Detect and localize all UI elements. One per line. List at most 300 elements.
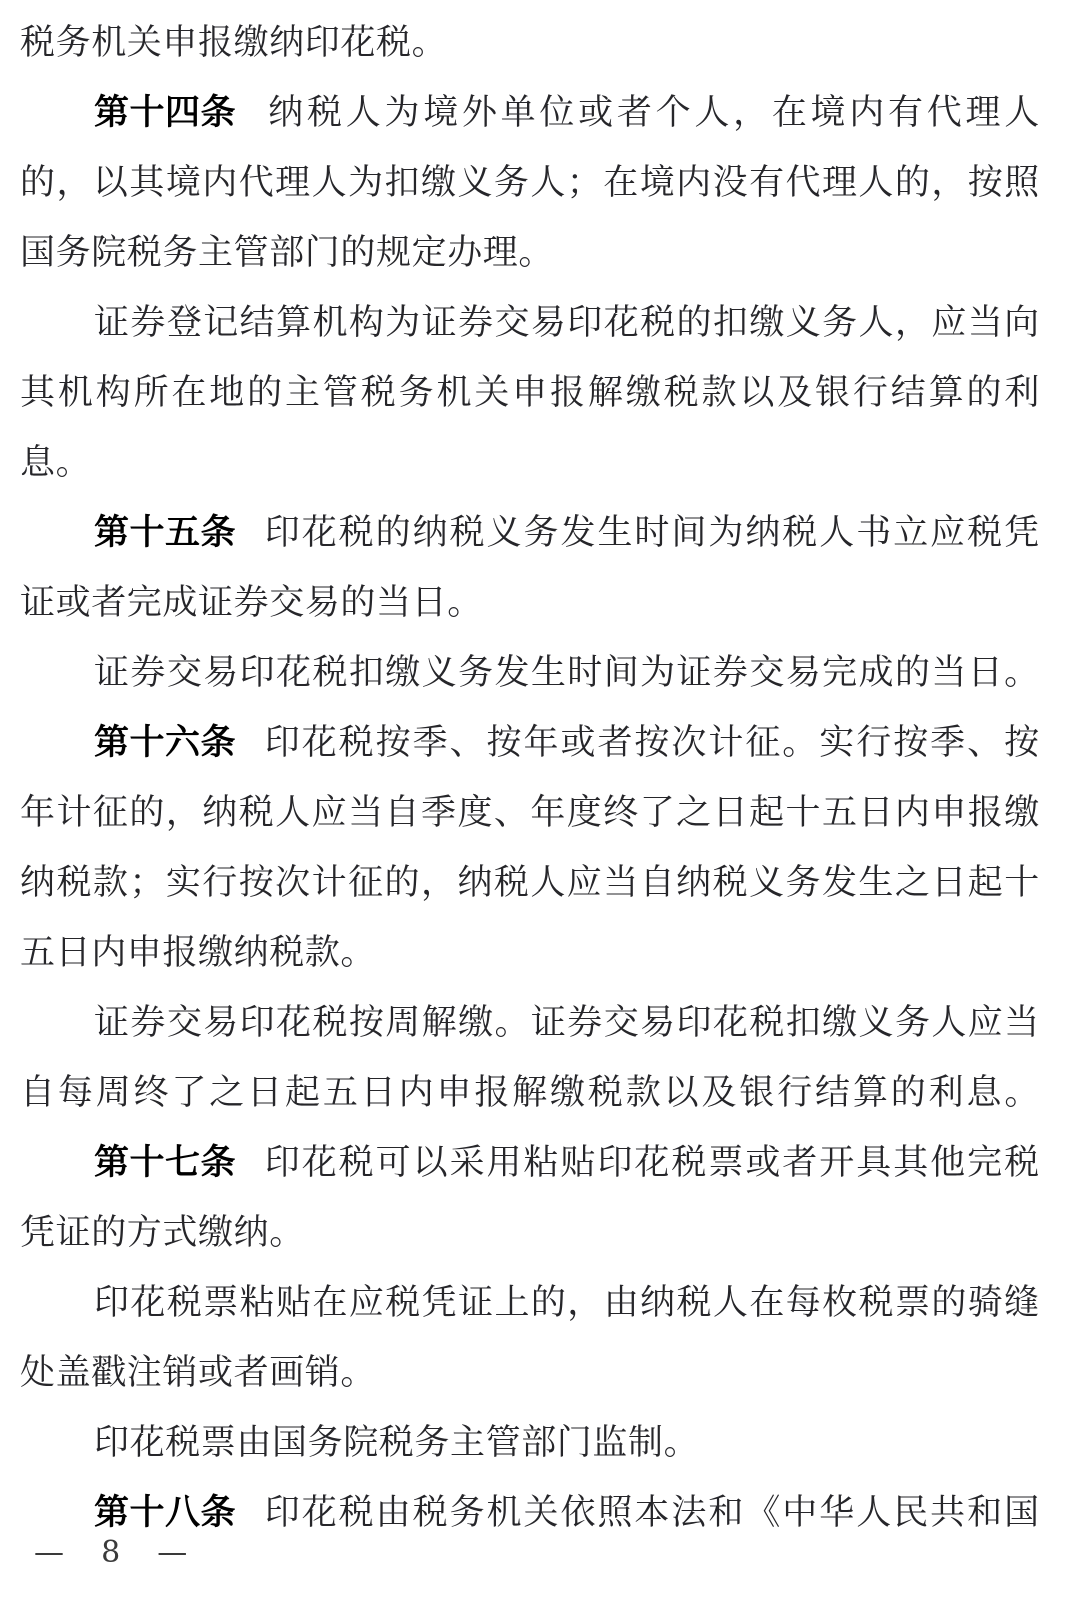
glyph: ； xyxy=(129,863,165,903)
glyph: 缴 xyxy=(385,653,421,693)
glyph: 行 xyxy=(856,723,892,763)
glyph: 之 xyxy=(209,1073,245,1113)
line-text: 证或者完成证券交易的当日。 xyxy=(20,583,483,623)
glyph: 按 xyxy=(348,1003,385,1043)
glyph: 纳 xyxy=(268,93,304,133)
glyph: 证 xyxy=(458,1283,494,1323)
glyph: 证 xyxy=(94,303,130,343)
glyph: 代 xyxy=(926,93,963,133)
glyph: 完 xyxy=(967,1143,1003,1183)
glyph: 其 xyxy=(893,1143,929,1183)
glyph: 税 xyxy=(640,303,676,343)
glyph: ， xyxy=(56,163,93,203)
glyph: 构 xyxy=(348,303,385,343)
glyph: 缝 xyxy=(1004,1283,1040,1323)
glyph: 机 xyxy=(436,373,473,413)
glyph: 关 xyxy=(474,373,510,413)
glyph: 在 xyxy=(749,1283,785,1323)
glyph: 当 xyxy=(1004,1003,1040,1043)
glyph: 了 xyxy=(171,1073,208,1113)
glyph: 向 xyxy=(1004,303,1040,343)
glyph: 个 xyxy=(655,93,692,133)
glyph: 共 xyxy=(930,1493,966,1533)
glyph: 报 xyxy=(967,793,1004,833)
glyph: 行 xyxy=(777,1073,813,1113)
line-text: 息。 xyxy=(20,443,92,483)
glyph: 上 xyxy=(494,1283,531,1323)
glyph: 印 xyxy=(264,723,301,763)
glyph: 券 xyxy=(712,653,749,693)
article-number-spacer xyxy=(237,708,263,778)
glyph: 义 xyxy=(457,163,494,203)
glyph: 人 xyxy=(530,863,566,903)
glyph: 税 xyxy=(449,513,486,553)
page-footer: — 8 — xyxy=(34,1535,194,1570)
glyph: 解 xyxy=(421,1003,458,1043)
text-line xyxy=(20,778,1040,848)
glyph: 日 xyxy=(967,653,1004,693)
glyph: 内 xyxy=(849,93,885,133)
glyph: 税 xyxy=(312,653,349,693)
glyph: 易 xyxy=(785,653,822,693)
glyph: 券 xyxy=(567,1003,603,1043)
glyph: 季 xyxy=(412,723,449,763)
glyph: 证 xyxy=(530,1003,567,1043)
glyph: 贴 xyxy=(560,1143,597,1183)
glyph: 税 xyxy=(360,373,397,413)
glyph: 税 xyxy=(782,513,818,553)
glyph: 的 xyxy=(129,793,165,833)
text-line xyxy=(20,148,1040,218)
glyph: 按 xyxy=(1004,723,1040,763)
glyph: 结 xyxy=(815,1073,851,1113)
glyph: 税 xyxy=(493,863,530,903)
glyph: 法 xyxy=(671,1493,707,1533)
glyph: 境 xyxy=(423,93,459,133)
glyph: 当 xyxy=(967,303,1004,343)
glyph: 税 xyxy=(749,1003,785,1043)
line-text: 处盖戳注销或者画销。 xyxy=(20,1353,377,1393)
glyph: 缴 xyxy=(822,1003,858,1043)
glyph: 贴 xyxy=(276,1283,312,1323)
glyph: 税 xyxy=(663,373,700,413)
glyph: 理 xyxy=(275,163,311,203)
glyph: 生 xyxy=(530,653,567,693)
glyph: 所 xyxy=(133,373,170,413)
glyph: 扣 xyxy=(384,163,421,203)
text-line xyxy=(20,638,1040,708)
glyph: 花 xyxy=(276,653,312,693)
glyph: 者 xyxy=(616,93,653,133)
glyph: 花 xyxy=(130,1283,167,1323)
glyph: 登 xyxy=(166,303,203,343)
glyph: 证 xyxy=(421,303,458,343)
glyph: 、 xyxy=(493,793,530,833)
glyph: 机 xyxy=(486,1493,523,1533)
glyph: 花 xyxy=(712,1003,749,1043)
glyph: 间 xyxy=(603,653,640,693)
glyph: 为 xyxy=(348,163,384,203)
glyph: 实 xyxy=(165,863,202,903)
glyph: 管 xyxy=(322,373,359,413)
glyph: 应 xyxy=(311,793,348,833)
glyph: 按 xyxy=(375,723,412,763)
glyph: 券 xyxy=(130,653,167,693)
glyph: 报 xyxy=(550,373,586,413)
glyph: 应 xyxy=(930,513,966,553)
glyph: 由 xyxy=(603,1283,640,1323)
glyph: 申 xyxy=(436,1073,473,1113)
glyph: 应 xyxy=(348,1283,385,1323)
glyph: 人 xyxy=(712,1283,749,1323)
glyph: 税 xyxy=(307,93,343,133)
glyph: 十 xyxy=(1004,863,1040,903)
glyph: 征 xyxy=(348,863,384,903)
glyph: 境 xyxy=(165,163,202,203)
glyph: 采 xyxy=(449,1143,486,1183)
glyph: 粘 xyxy=(239,1283,276,1323)
glyph: 日 xyxy=(360,1073,397,1113)
glyph: 易 xyxy=(640,1003,676,1043)
glyph: 的 xyxy=(247,373,283,413)
text-line xyxy=(20,1058,1040,1128)
glyph: 和 xyxy=(967,1493,1003,1533)
glyph: ， xyxy=(733,93,769,133)
glyph: 的 xyxy=(20,163,56,203)
glyph: 款 xyxy=(701,373,738,413)
glyph: 。 xyxy=(494,1003,531,1043)
glyph: 发 xyxy=(494,653,531,693)
glyph: 票 xyxy=(894,1283,931,1323)
glyph: 凭 xyxy=(1004,513,1040,553)
glyph: 人 xyxy=(694,93,730,133)
glyph: 国 xyxy=(1004,1493,1040,1533)
glyph: 算 xyxy=(852,1073,889,1113)
glyph: 交 xyxy=(603,1003,640,1043)
glyph: 依 xyxy=(560,1493,597,1533)
glyph: 单 xyxy=(500,93,537,133)
glyph: 及 xyxy=(701,1073,738,1113)
glyph: 券 xyxy=(130,1003,167,1043)
glyph: 、 xyxy=(449,723,486,763)
glyph: 税 xyxy=(587,1073,624,1113)
glyph: 花 xyxy=(301,1493,338,1533)
glyph: 扣 xyxy=(348,653,385,693)
article-number-spacer xyxy=(237,1128,263,1198)
glyph: 自 xyxy=(384,793,421,833)
glyph: 花 xyxy=(634,1143,671,1183)
glyph: 民 xyxy=(893,1493,929,1533)
glyph: 解 xyxy=(587,373,624,413)
glyph: 度 xyxy=(566,793,603,833)
glyph: 及 xyxy=(777,373,813,413)
glyph: 计 xyxy=(311,863,348,903)
text-line xyxy=(20,988,1040,1058)
article-number: 第十四条 xyxy=(94,93,237,132)
glyph: 按 xyxy=(634,723,671,763)
glyph: 税 xyxy=(671,1143,707,1183)
article-number: 第十六条 xyxy=(94,723,237,762)
text-line xyxy=(20,8,1040,78)
glyph: 税 xyxy=(1004,1143,1040,1183)
article-line xyxy=(20,1128,1040,1198)
glyph: 位 xyxy=(539,93,576,133)
glyph: 印 xyxy=(239,1003,276,1043)
glyph: 务 xyxy=(493,163,530,203)
glyph: 成 xyxy=(858,653,895,693)
glyph: 报 xyxy=(474,1073,510,1113)
glyph: 印 xyxy=(264,1493,301,1533)
text-line xyxy=(20,568,1040,638)
glyph: ， xyxy=(931,163,967,203)
glyph: 税 xyxy=(166,1283,203,1323)
glyph: 证 xyxy=(94,653,130,693)
glyph: 。 xyxy=(1004,1073,1040,1113)
article-number-spacer xyxy=(237,498,263,568)
text-line xyxy=(20,848,1040,918)
glyph: 理 xyxy=(821,163,858,203)
glyph: 之 xyxy=(676,793,712,833)
glyph: 照 xyxy=(597,1493,634,1533)
glyph: 应 xyxy=(967,1003,1004,1043)
glyph: 纳 xyxy=(640,1283,676,1323)
line-text: 国务院税务主管部门的规定办理。 xyxy=(20,233,555,273)
glyph: 华 xyxy=(819,1493,855,1533)
line-text: 税务机关申报缴纳印花税。 xyxy=(20,23,448,63)
glyph: 粘 xyxy=(523,1143,560,1183)
article-number: 第十五条 xyxy=(94,513,237,552)
glyph: 税 xyxy=(967,513,1003,553)
glyph: 的 xyxy=(375,513,412,553)
glyph: 缴 xyxy=(625,373,662,413)
glyph: 纳 xyxy=(412,513,449,553)
glyph: 缴 xyxy=(458,1003,494,1043)
article-line xyxy=(20,78,1040,148)
glyph: 他 xyxy=(930,1143,966,1183)
glyph: 缴 xyxy=(420,163,457,203)
glyph: 季 xyxy=(930,723,966,763)
glyph: 记 xyxy=(203,303,239,343)
glyph: 自 xyxy=(20,1073,56,1113)
glyph: 算 xyxy=(276,303,312,343)
text-line xyxy=(20,428,1040,498)
glyph: 银 xyxy=(739,1073,775,1113)
glyph: 可 xyxy=(375,1143,412,1183)
glyph: 按 xyxy=(486,723,523,763)
glyph: 息 xyxy=(966,1073,1003,1113)
glyph: 易 xyxy=(530,303,567,343)
glyph: 以 xyxy=(412,1143,449,1183)
text-line xyxy=(20,288,1040,358)
glyph: 的 xyxy=(530,1283,567,1323)
glyph: 务 xyxy=(458,653,494,693)
glyph: 时 xyxy=(634,513,671,553)
glyph: 周 xyxy=(385,1003,421,1043)
glyph: 按 xyxy=(238,863,275,903)
glyph: 内 xyxy=(398,1073,435,1113)
glyph: 《 xyxy=(745,1493,781,1533)
glyph: ， xyxy=(420,863,457,903)
glyph: 结 xyxy=(239,303,276,343)
glyph: 税 xyxy=(338,723,375,763)
glyph: 算 xyxy=(928,373,965,413)
glyph: 花 xyxy=(301,513,338,553)
text-line xyxy=(20,918,1040,988)
glyph: 银 xyxy=(815,373,851,413)
glyph: 境 xyxy=(639,163,676,203)
glyph: 十 xyxy=(785,793,822,833)
glyph: 税 xyxy=(338,1493,375,1533)
glyph: 申 xyxy=(512,373,548,413)
glyph: 代 xyxy=(238,163,275,203)
glyph: 的 xyxy=(890,1073,927,1113)
glyph: 内 xyxy=(202,163,238,203)
glyph: 地 xyxy=(209,373,245,413)
glyph: 纳 xyxy=(202,793,238,833)
glyph: 外 xyxy=(461,93,498,133)
glyph: 务 xyxy=(449,1493,486,1533)
glyph: 以 xyxy=(92,163,129,203)
glyph: 利 xyxy=(1004,373,1040,413)
glyph: 缴 xyxy=(749,303,785,343)
glyph: 花 xyxy=(301,723,338,763)
glyph: 具 xyxy=(856,1143,892,1183)
glyph: 每 xyxy=(57,1073,94,1113)
glyph: 次 xyxy=(275,863,311,903)
glyph: 照 xyxy=(1004,163,1040,203)
glyph: 中 xyxy=(782,1493,818,1533)
glyph: 按 xyxy=(893,723,929,763)
glyph: 交 xyxy=(166,1003,203,1043)
glyph: 当 xyxy=(931,653,967,693)
glyph: 在 xyxy=(312,1283,349,1323)
glyph: 的 xyxy=(894,653,931,693)
glyph: 务 xyxy=(785,863,822,903)
glyph: 度 xyxy=(457,793,494,833)
glyph: 由 xyxy=(375,1493,412,1533)
text-line xyxy=(20,218,1040,288)
glyph: 为 xyxy=(384,93,421,133)
article-number: 第十七条 xyxy=(94,1143,237,1182)
glyph: 发 xyxy=(560,513,597,553)
glyph: 没 xyxy=(712,163,749,203)
glyph: 主 xyxy=(285,373,321,413)
glyph: 的 xyxy=(966,373,1003,413)
glyph: 交 xyxy=(494,303,531,343)
glyph: 境 xyxy=(810,93,847,133)
glyph: 票 xyxy=(708,1143,744,1183)
glyph: 税 xyxy=(338,1143,375,1183)
glyph: 在 xyxy=(771,93,808,133)
glyph: 日 xyxy=(931,863,967,903)
glyph: 的 xyxy=(894,163,931,203)
glyph: 起 xyxy=(285,1073,321,1113)
glyph: 交 xyxy=(166,653,203,693)
glyph: 纳 xyxy=(20,863,56,903)
glyph: 人 xyxy=(530,163,566,203)
text-line xyxy=(20,1268,1040,1338)
glyph: 扣 xyxy=(712,303,749,343)
glyph: 凭 xyxy=(421,1283,458,1323)
glyph: 日 xyxy=(858,793,895,833)
glyph: 自 xyxy=(639,863,676,903)
glyph: 款 xyxy=(92,863,129,903)
glyph: 证 xyxy=(94,1003,130,1043)
glyph: 税 xyxy=(56,863,93,903)
glyph: 印 xyxy=(264,513,301,553)
glyph: 行 xyxy=(852,373,889,413)
glyph: 印 xyxy=(676,1003,713,1043)
glyph: ， xyxy=(894,303,931,343)
glyph: 征 xyxy=(92,793,129,833)
glyph: 书 xyxy=(856,513,892,553)
glyph: 有 xyxy=(888,93,924,133)
glyph: 应 xyxy=(931,303,967,343)
glyph: 机 xyxy=(57,373,94,413)
glyph: 缴 xyxy=(1004,793,1040,833)
glyph: 、 xyxy=(967,723,1003,763)
glyph: 纳 xyxy=(676,863,712,903)
glyph: 印 xyxy=(597,1143,634,1183)
glyph: 人 xyxy=(858,163,895,203)
glyph: 生 xyxy=(597,513,634,553)
line-text: 五日内申报缴纳税款。 xyxy=(20,933,377,973)
glyph: 人 xyxy=(1004,93,1040,133)
glyph: 申 xyxy=(931,793,967,833)
glyph: 券 xyxy=(130,303,167,343)
glyph: 税 xyxy=(676,1283,713,1323)
glyph: 义 xyxy=(858,1003,895,1043)
glyph: 当 xyxy=(603,863,639,903)
glyph: 其 xyxy=(20,373,56,413)
glyph: 年 xyxy=(20,793,56,833)
glyph: 内 xyxy=(676,163,712,203)
glyph: 人 xyxy=(858,303,895,343)
glyph: 义 xyxy=(421,653,458,693)
glyph: 骑 xyxy=(967,1283,1004,1323)
glyph: 五 xyxy=(322,1073,359,1113)
glyph: 人 xyxy=(345,93,382,133)
glyph: 人 xyxy=(931,1003,967,1043)
text-line xyxy=(20,1198,1040,1268)
glyph: ， xyxy=(165,793,202,833)
glyph: 间 xyxy=(671,513,707,553)
line-text: 凭证的方式缴纳。 xyxy=(20,1213,305,1253)
glyph: 解 xyxy=(512,1073,548,1113)
glyph: 发 xyxy=(821,863,858,903)
glyph: 内 xyxy=(894,793,931,833)
glyph: 人 xyxy=(819,513,855,553)
glyph: 务 xyxy=(398,373,435,413)
glyph: 每 xyxy=(785,1283,822,1323)
article-number-spacer xyxy=(239,78,265,148)
glyph: 扣 xyxy=(785,1003,822,1043)
glyph: 立 xyxy=(893,513,929,553)
glyph: 花 xyxy=(603,303,640,343)
line-text: 印花税票由国务院税务主管部门监制。 xyxy=(94,1423,700,1463)
glyph: 生 xyxy=(858,863,895,903)
glyph: 者 xyxy=(597,723,634,763)
glyph: 印 xyxy=(239,653,276,693)
glyph: 应 xyxy=(566,863,603,903)
glyph: 以 xyxy=(663,1073,700,1113)
glyph: 证 xyxy=(676,653,713,693)
glyph: 税 xyxy=(238,793,275,833)
glyph: 税 xyxy=(412,1493,449,1533)
glyph: 按 xyxy=(967,163,1004,203)
glyph: 五 xyxy=(821,793,858,833)
glyph: 用 xyxy=(486,1143,523,1183)
